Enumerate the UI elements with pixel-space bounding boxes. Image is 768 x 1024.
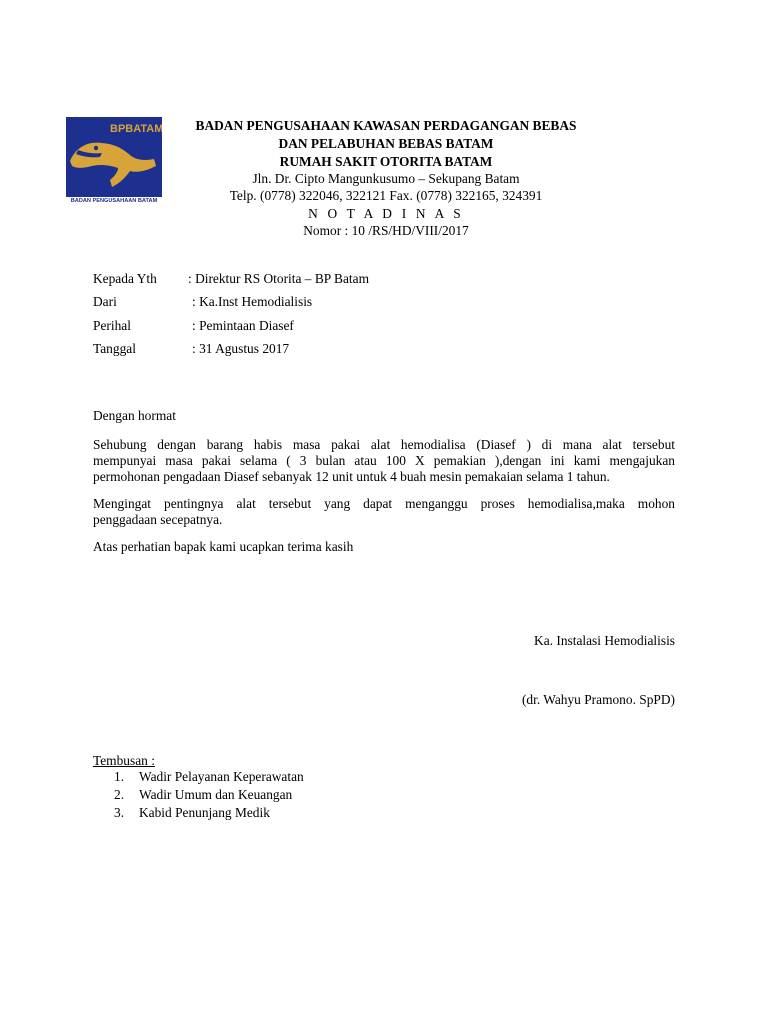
- paragraph-request-line: mempunyai masa pakai selama ( 3 bulan atau 100 X pemakian ),dengan ini kami mengajukan: [93, 453, 675, 468]
- logo-text: BPBATAM: [110, 123, 162, 135]
- cc-item-text: Kabid Penunjang Medik: [139, 805, 270, 820]
- memo-date-label: Tanggal: [93, 341, 136, 356]
- cc-item: [93, 786, 304, 804]
- header-address: Jln. Dr. Cipto Mangunkusumo – Sekupang Batam: [252, 171, 520, 186]
- cc-item-number: 1.: [114, 769, 125, 784]
- cc-item-text: Wadir Pelayanan Keperawatan: [139, 769, 304, 784]
- memo-to-value: : Direktur RS Otorita – BP Batam: [188, 271, 370, 286]
- bp-batam-logo-graphic: [66, 117, 162, 206]
- cc-item-number: 2.: [114, 787, 125, 802]
- memo-from-label: Dari: [93, 294, 117, 309]
- cc-item: [93, 768, 304, 786]
- header-phone-fax: Telp. (0778) 322046, 322121 Fax. (0778) 322165, 324391: [229, 188, 543, 203]
- memo-date-value: : 31 Agustus 2017: [192, 341, 290, 356]
- cc-item: [93, 804, 304, 822]
- greeting: Dengan hormat: [93, 408, 176, 423]
- memo-to-label: Kepada Yth: [93, 271, 157, 286]
- closing-remark: Atas perhatian bapak kami ucapkan terima kasih: [93, 539, 354, 554]
- memo-from-value: : Ka.Inst Hemodialisis: [192, 294, 313, 309]
- header-port-authority: DAN PELABUHAN BEBAS BATAM: [278, 136, 494, 151]
- memo-subject-value: : Pemintaan Diasef: [192, 318, 294, 333]
- cc-item-text: Wadir Umum dan Keuangan: [139, 787, 293, 802]
- memo-subject-label: Perihal: [93, 318, 131, 333]
- signatory-title: Ka. Instalasi Hemodialisis: [534, 633, 675, 648]
- cc-item-number: 3.: [114, 805, 125, 820]
- document-number: Nomor : 10 /RS/HD/VIII/2017: [303, 223, 469, 238]
- cc-list: [93, 768, 304, 822]
- signatory-name: (dr. Wahyu Pramono. SpPD): [521, 692, 675, 707]
- bp-batam-logo: [66, 117, 162, 206]
- paragraph-request: [93, 437, 675, 485]
- paragraph-urgency-line: Mengingat pentingnya alat tersebut yang dapat menganggu proses hemodialisa,maka mohon: [93, 496, 675, 511]
- cc-title: Tembusan :: [93, 753, 155, 768]
- header-institution: BADAN PENGUSAHAAN KAWASAN PERDAGANGAN BEBAS: [195, 118, 577, 133]
- header-hospital-name: RUMAH SAKIT OTORITA BATAM: [279, 154, 493, 169]
- paragraph-request-line: permohonan pengadaan Diasef sebanyak 12 unit untuk 4 buah mesin pemakaian selama 1 tahun.: [93, 469, 610, 484]
- logo-caption: BADAN PENGUSAHAAN BATAM: [70, 198, 158, 204]
- paragraph-urgency: [93, 496, 675, 528]
- document-type: N O T A D I N A S: [308, 206, 464, 221]
- paragraph-urgency-line: penggadaan secepatnya.: [93, 512, 223, 527]
- paragraph-request-line: Sehubung dengan barang habis masa pakai alat hemodialisa (Diasef ) di mana alat tersebut: [93, 437, 675, 452]
